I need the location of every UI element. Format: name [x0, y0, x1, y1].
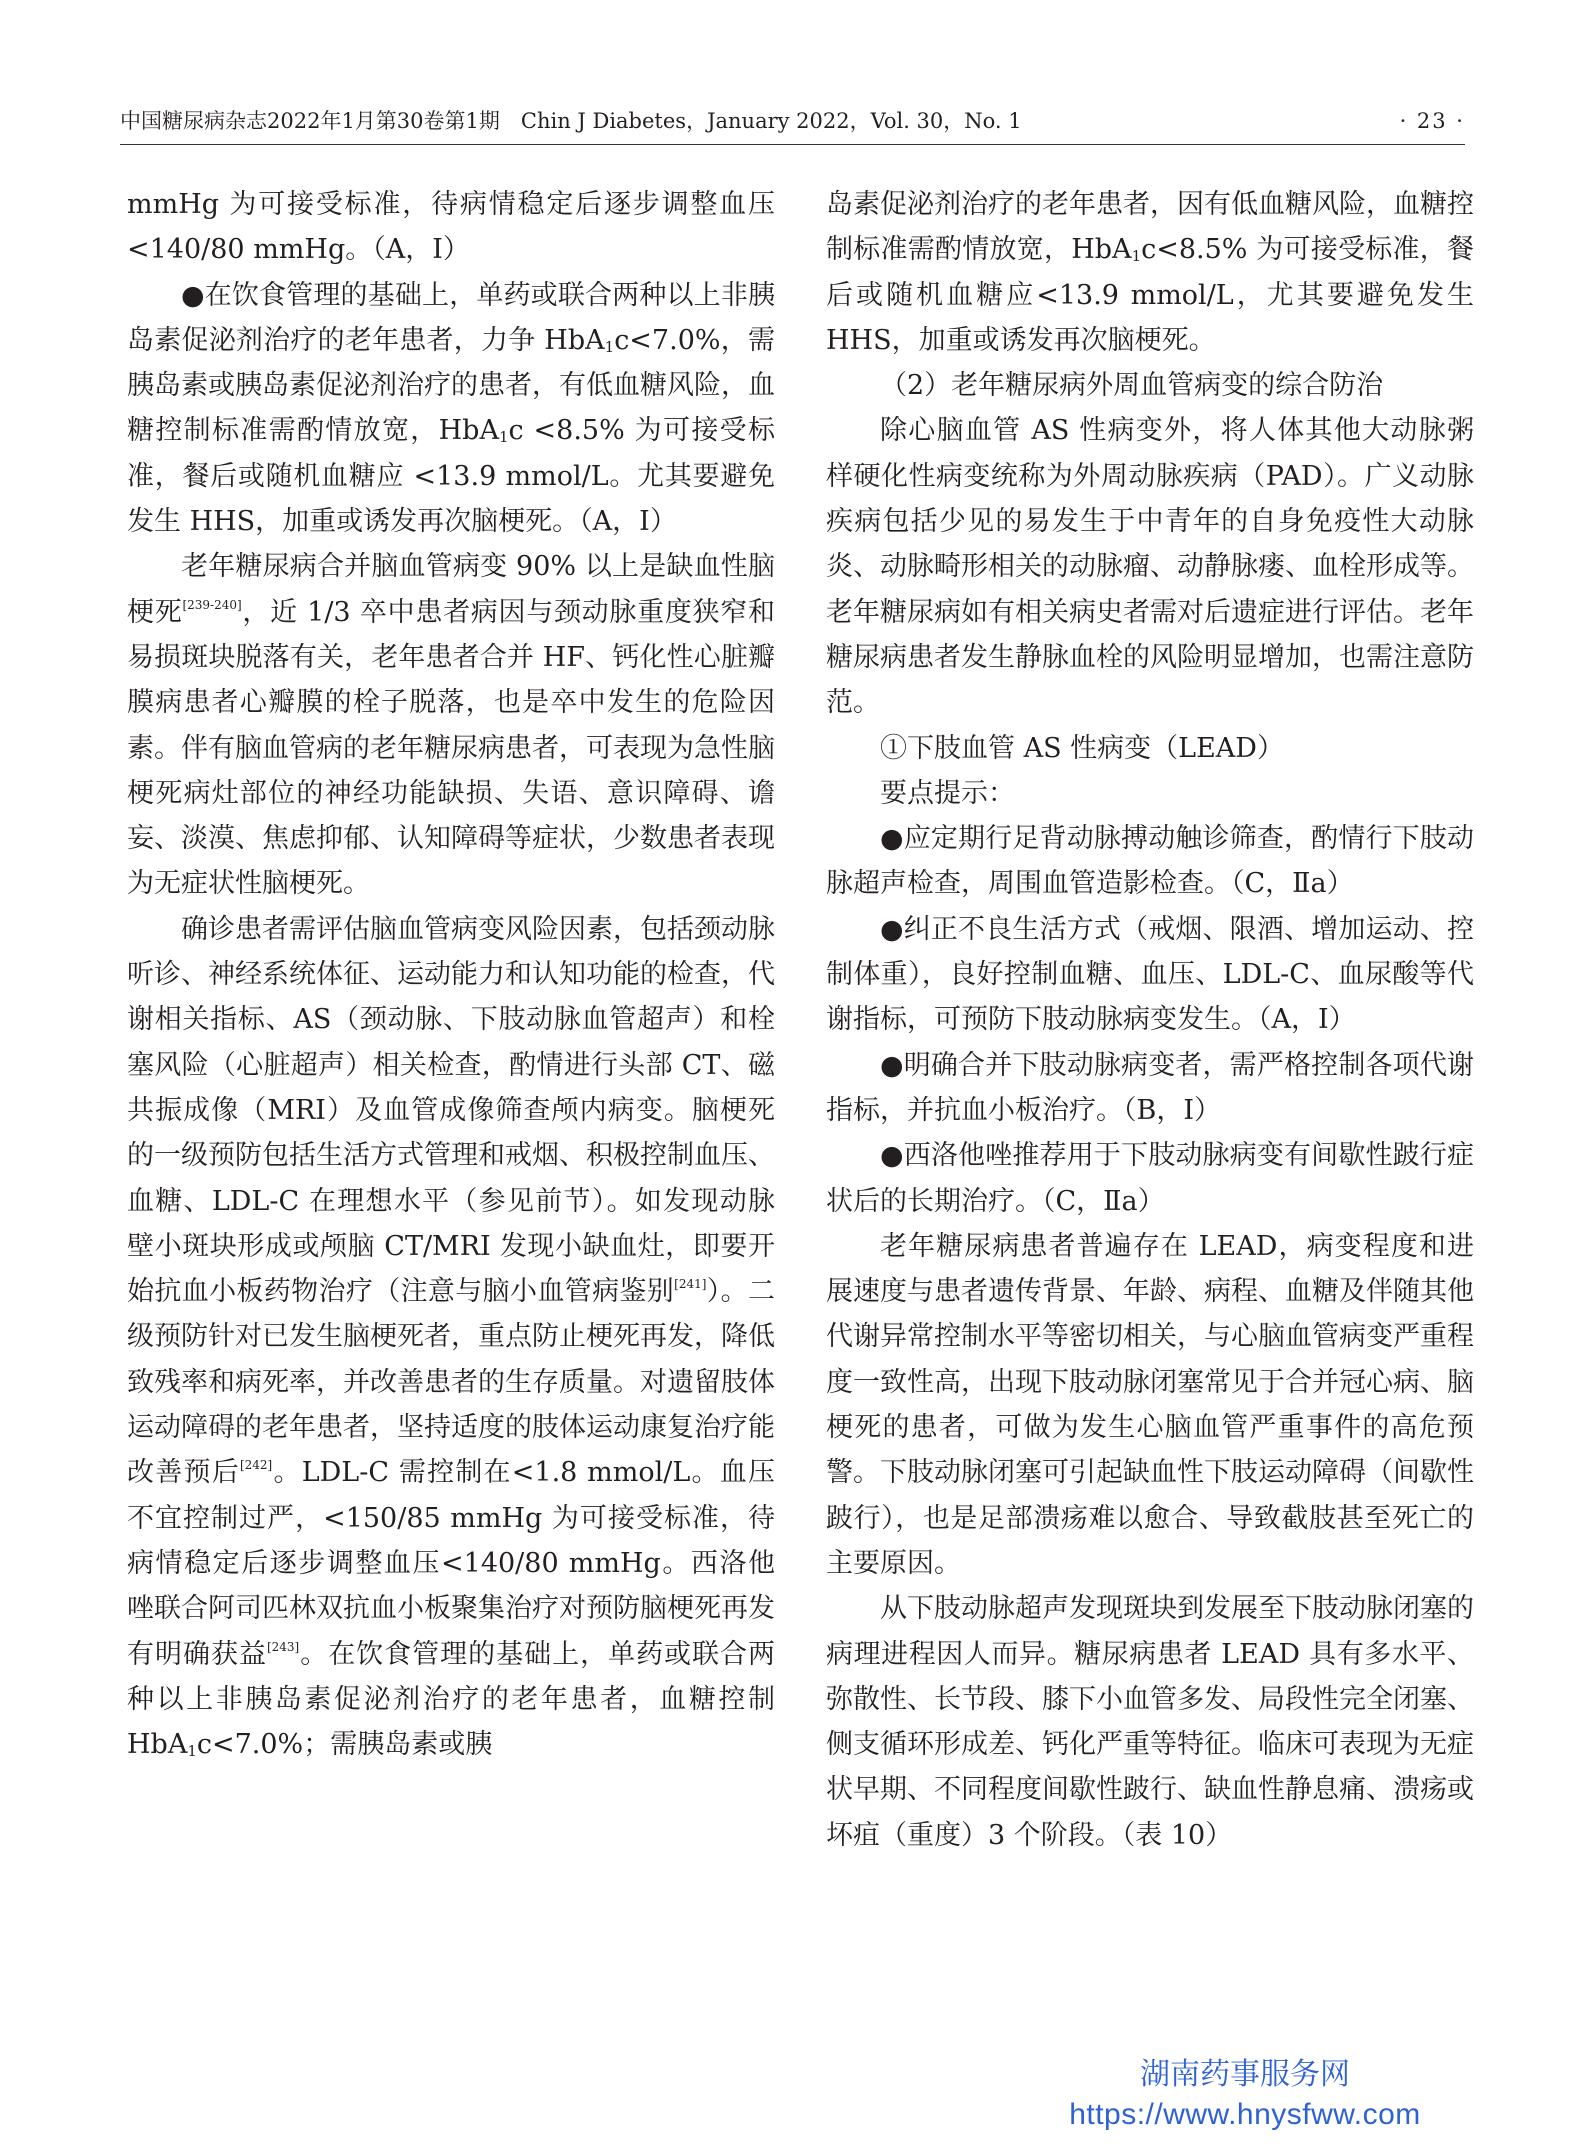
paragraph	[826, 771, 1474, 816]
subscript: 1	[604, 337, 615, 356]
running-header	[120, 104, 1465, 138]
text-run: 老年糖尿病合并脑血管病变 90% 以上是缺血性脑梗死	[127, 551, 775, 628]
paragraph	[826, 1224, 1474, 1586]
text-run: 从下肢动脉超声发现斑块到发展至下肢动脉闭塞的病理进程因人而异。糖尿病患者 LEAD 具有多水平、弥散性、长节段、膝下小血管多发、局段性完全闭塞、侧支循环形成差、钙化严重等特征。临床可表现为无症状早期、不同程度间歇性跛行、缺血性静息痛、溃疡或坏疽（重度）3 个阶段。（表 10）	[826, 1593, 1474, 1851]
watermark-site-name: 湖南药事服务网	[1140, 2058, 1350, 2091]
text-run: ）。二级预防针对已发生脑梗死者，重点防止梗死再发，降低致残率和病死率，并改善患者的生存质量。对遗留肢体运动障碍的老年患者，坚持适度的肢体运动康复治疗能改善预后	[127, 1276, 776, 1489]
paragraph	[826, 363, 1474, 408]
left-text-column	[127, 182, 775, 1767]
text-run: ①下肢血管 AS 性病变（LEAD）	[880, 732, 1284, 764]
text-run: ●在饮食管理的基础上，单药或联合两种以上非胰岛素促泌剂治疗的老年患者，力争 HbA	[127, 279, 775, 356]
text-run: c <8.5% 为可接受标准，餐后或随机血糖应 <13.9 mmol/L。尤其要避免发生 HHS，加重或诱发再次脑梗死。（A，Ⅰ）	[127, 415, 775, 538]
citation-ref: [242]	[239, 1458, 273, 1473]
text-run: 除心脑血管 AS 性病变外，将人体其他大动脉粥样硬化性病变统称为外周动脉疾病（PAD）。广义动脉疾病包括少见的易发生于中青年的自身免疫性大动脉炎、动脉畸形相关的动脉瘤、动静脉瘘、血栓形成等。老年糖尿病如有相关病史者需对后遗症进行评估。老年糖尿病患者发生静脉血栓的风险明显增加，也需注意防范。	[826, 415, 1474, 719]
page-number: · 23 ·	[1399, 109, 1465, 133]
header-divider	[120, 144, 1465, 145]
citation-ref: [241]	[674, 1277, 707, 1292]
journal-citation: 中国糖尿病杂志2022年1月第30卷第1期 Chin J Diabetes，January 2022，Vol. 30，No. 1	[120, 109, 1022, 133]
text-run: ●明确合并下肢动脉病变者，需严格控制各项代谢指标，并抗血小板治疗。（B，Ⅰ）	[826, 1049, 1474, 1126]
right-text-column	[826, 182, 1474, 1858]
paragraph	[826, 816, 1474, 907]
paragraph	[826, 907, 1474, 1043]
text-run: ●应定期行足背动脉搏动触诊筛查，酌情行下肢动脉超声检查，周围血管造影检查。（C，Ⅱa）	[826, 823, 1474, 900]
text-run: 确诊患者需评估脑血管病变风险因素，包括颈动脉听诊、神经系统体征、运动能力和认知功能的检查，代谢相关指标、AS（颈动脉、下肢动脉血管超声）和栓塞风险（心脏超声）相关检查，酌情进行头部 CT、磁共振成像（MRI）及血管成像筛查颅内病变。脑梗死的一级预防包括生活方式管理和戒烟、积极控制血压、血糖、LDL-C 在理想水平（参见前节）。如发现动脉壁小斑块形成或颅脑 CT/MRI 发现小缺血灶，即要开始抗血小板药物治疗（注意与脑小血管病鉴别	[127, 913, 775, 1308]
paragraph	[127, 544, 775, 906]
subscript: 1	[187, 1742, 197, 1761]
text-run: c<7.0%；需胰岛素或胰	[196, 1729, 493, 1761]
text-run: 。LDL-C 需控制在<1.8 mmol/L。血压不宜控制过严，<150/85 mmHg 为可接受标准，待病情稳定后逐步调整血压<140/80 mmHg。西洛他唑联合阿司匹林双抗血小板聚集治疗对预防脑梗死再发有明确获益	[127, 1457, 776, 1670]
watermark-url[interactable]: https://www.hnysfww.com	[1069, 2098, 1421, 2131]
text-run: ，近 1/3 卒中患者病因与颈动脉重度狭窄和易损斑块脱落有关，老年患者合并 HF、钙化性心脏瓣膜病患者心瓣膜的栓子脱落，也是卒中发生的危险因素。伴有脑血管病的老年糖尿病患者，可表现为急性脑梗死病灶部位的神经功能缺损、失语、意识障碍、谵妄、淡漠、焦虑抑郁、认知障碍等症状，少数患者表现为无症状性脑梗死。	[127, 596, 776, 900]
paragraph	[127, 182, 775, 273]
paragraph	[826, 726, 1474, 771]
paragraph	[826, 408, 1474, 725]
text-run: 老年糖尿病患者普遍存在 LEAD，病变程度和进展速度与患者遗传背景、年龄、病程、血糖及伴随其他代谢异常控制水平等密切相关，与心脑血管病变严重程度一致性高，出现下肢动脉闭塞常见于合并冠心病、脑梗死的患者，可做为发生心脑血管严重事件的高危预警。下肢动脉闭塞可引起缺血性下肢运动障碍（间歇性跛行），也是足部溃疡难以愈合、导致截肢甚至死亡的主要原因。	[826, 1230, 1474, 1579]
text-run: ●纠正不良生活方式（戒烟、限酒、增加运动、控制体重），良好控制血糖、血压、LDL-C、血尿酸等代谢指标，可预防下肢动脉病变发生。（A，Ⅰ）	[826, 913, 1474, 1036]
text-run: 要点提示：	[880, 777, 1015, 809]
paragraph	[127, 907, 775, 1768]
paragraph	[826, 1043, 1474, 1134]
text-run: （2）老年糖尿病外周血管病变的综合防治	[880, 370, 1384, 402]
paragraph	[127, 273, 775, 545]
site-watermark	[1035, 2055, 1455, 2135]
subscript: 1	[498, 428, 509, 447]
text-run: mmHg 为可接受标准，待病情稳定后逐步调整血压<140/80 mmHg。（A，Ⅰ）	[127, 189, 775, 266]
paragraph	[826, 1133, 1474, 1224]
citation-ref: [239-240]	[182, 597, 242, 612]
citation-ref: [243]	[266, 1639, 300, 1654]
paragraph	[826, 1586, 1474, 1858]
text-run: 。在饮食管理的基础上，单药或联合两种以上非胰岛素促泌剂治疗的老年患者，血糖控制 HbA	[127, 1638, 776, 1761]
paragraph	[826, 182, 1474, 363]
text-run: ●西洛他唑推荐用于下肢动脉病变有间歇性跛行症状后的长期治疗。（C，Ⅱa）	[826, 1140, 1474, 1217]
subscript: 1	[1131, 247, 1142, 266]
text-run: c<7.0%，需胰岛素或胰岛素促泌剂治疗的患者，有低血糖风险，血糖控制标准需酌情放宽，HbA	[127, 324, 775, 447]
text-run: 岛素促泌剂治疗的老年患者，因有低血糖风险，血糖控制标准需酌情放宽，HbA	[826, 189, 1474, 266]
text-run: c<8.5% 为可接受标准，餐后或随机血糖应<13.9 mmol/L，尤其要避免发生 HHS，加重或诱发再次脑梗死。	[826, 234, 1475, 356]
